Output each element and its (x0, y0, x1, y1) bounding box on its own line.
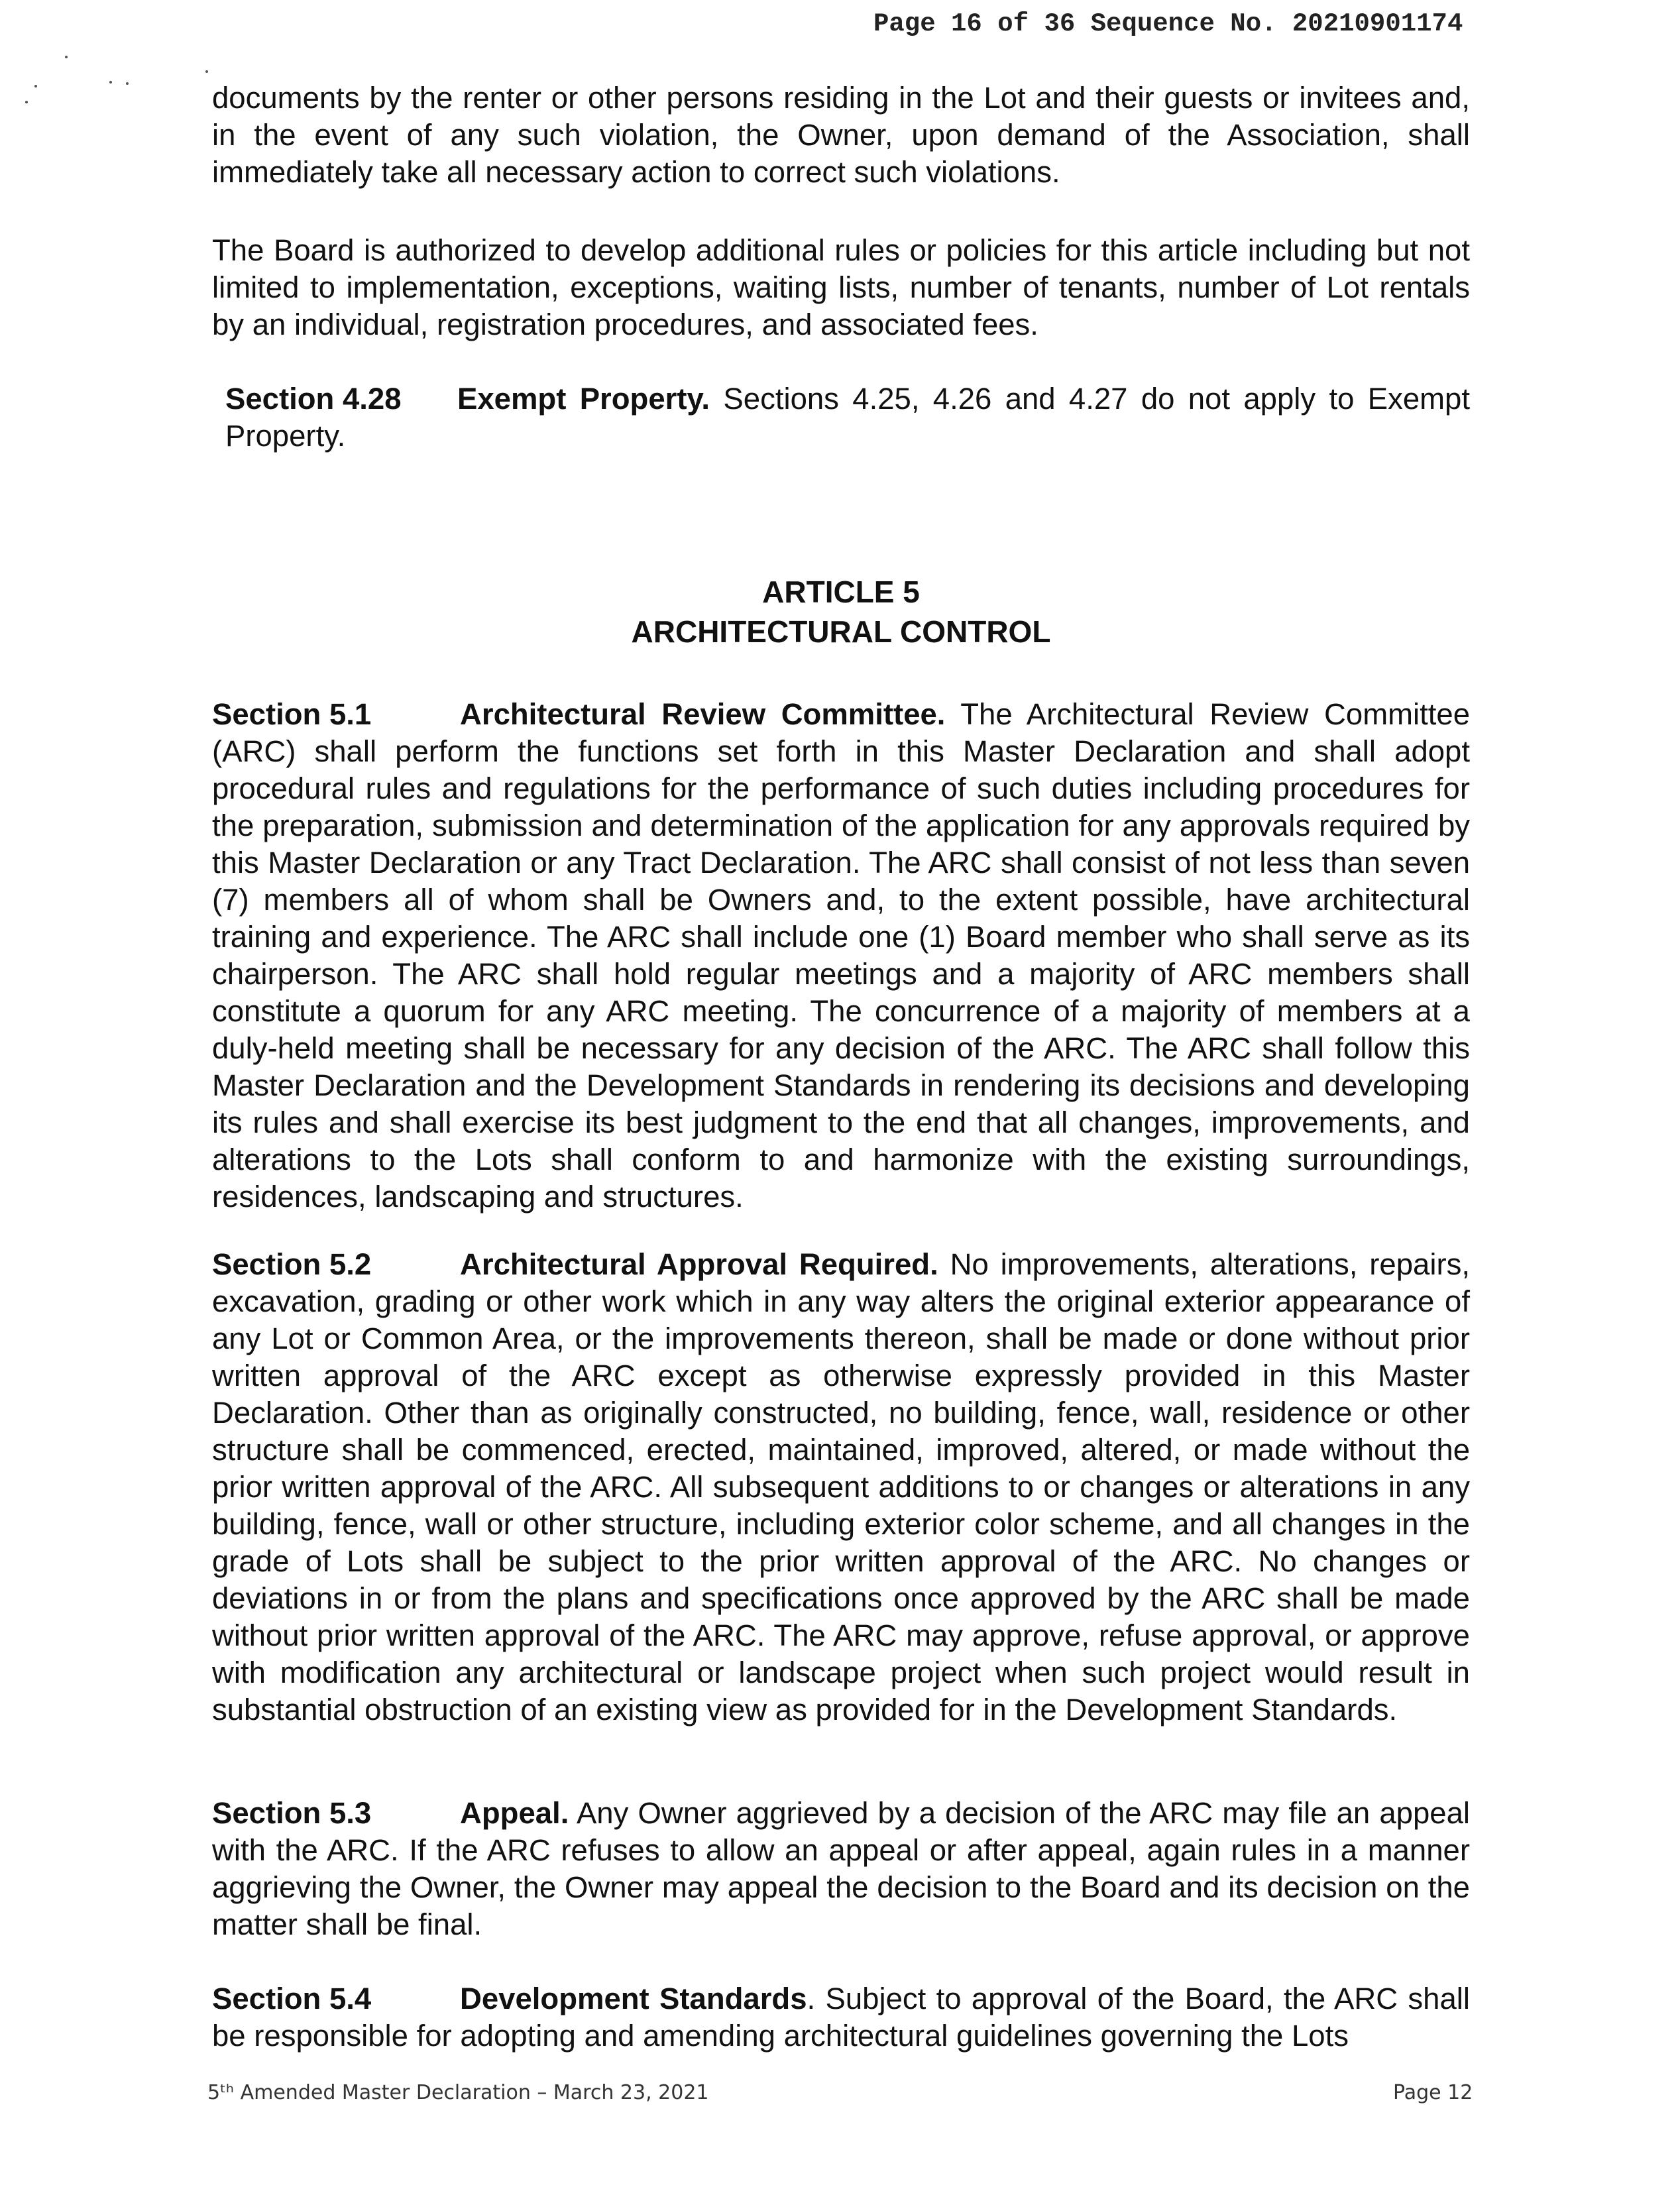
section-text: . Subject to approval of the Board, the ARC shall be responsible for adopting and amending architectural guidelines governing the Lots (212, 1982, 1471, 2053)
section-heading: Development Standards (460, 1982, 807, 2015)
section-number: Section 5.1 (212, 697, 372, 731)
section-5-1 (212, 696, 1470, 1216)
board-rules-paragraph: The Board is authorized to develop additional rules or policies for this article including but not limited to implementation, exceptions, waiting lists, number of tenants, number of Lot rentals by an individual, registration procedures, and associated fees. (212, 233, 1470, 341)
section-heading: Architectural Review Committee. (460, 697, 946, 731)
section-heading: Appeal. (460, 1796, 569, 1830)
section-text: The Architectural Review Committee (ARC) shall perform the functions set forth in this Master Declaration and shall adopt procedural rules and regulations for the performance of such duties including procedures for the preparation, submission and determination of the application for any approvals required by this Master Declaration or any Tract Declaration. The ARC shall consist of not less than seven (7) members all of whom shall be Owners and, to the extent possible, have architectural training and experience. The ARC shall include one (1) Board member who shall serve as its chairperson. The ARC shall hold regular meetings and a majority of ARC members shall constitute a quorum for any ARC meeting. The concurrence of a majority of members at a duly-held meeting shall be necessary for any decision of the ARC. The ARC shall follow this Master Declaration and the Development Standards in rendering its decisions and developing its rules and shall exercise its best judgment to the end that all changes, improvements, and alterations to the Lots shall conform to and harmonize with the existing surroundings, residences, landscaping and structures. (212, 697, 1470, 1214)
section-text: Sections 4.25, 4.26 and 4.27 do not apply to Exempt Property. (225, 382, 1470, 453)
section-5-3 (212, 1795, 1470, 1943)
section-4-28 (225, 380, 1470, 455)
section-heading: Architectural Approval Required. (460, 1247, 938, 1281)
footer-document-title: 5ᵗʰ Amended Master Declaration – March 23, 2021 (207, 2081, 709, 2104)
section-5-4 (212, 1980, 1470, 2055)
section-heading: Exempt Property. (457, 382, 710, 416)
section-number: Section 5.4 (212, 1982, 372, 2015)
section-number: Section 5.2 (212, 1247, 372, 1281)
section-number: Section 4.28 (225, 382, 402, 416)
section-number: Section 5.3 (212, 1796, 372, 1830)
article-number: ARTICLE 5 (762, 575, 920, 609)
section-5-2 (212, 1246, 1470, 1728)
article-title: ARCHITECTURAL CONTROL (631, 614, 1051, 649)
section-text: No improvements, alterations, repairs, excavation, grading or other work which in any way alters the original exterior appearance of any Lot or Common Area, or the improvements thereon, shall be made or done without prior written approval of the ARC except as otherwise expressly provided in this Master Declaration. Other than as originally constructed, no building, fence, wall, residence or other structure shall be commenced, erected, maintained, improved, altered, or made without the prior written approval of the ARC. All subsequent additions to or changes or alterations in any building, fence, wall or other structure, including exterior color scheme, and all changes in the grade of Lots shall be subject to the prior written approval of the ARC. No changes or deviations in or from the plans and specifications once approved by the ARC shall be made without prior written approval of the ARC. The ARC may approve, refuse approval, or approve with modification any architectural or landscape project when such project would result in substantial obstruction of an existing view as provided for in the Development Standards. (212, 1247, 1470, 1726)
footer-page-number: Page 12 (1393, 2081, 1473, 2104)
section-text: Any Owner aggrieved by a decision of the ARC may file an appeal with the ARC. If the ARC refuses to allow an appeal or after appeal, again rules in a manner aggrieving the Owner, the Owner may appeal the decision to the Board and its decision on the matter shall be final. (212, 1796, 1470, 1941)
continuation-paragraph: documents by the renter or other persons residing in the Lot and their guests or invitees and, in the event of any such violation, the Owner, upon demand of the Association, shall immediately take all necessary action to correct such violations. (212, 81, 1470, 189)
sequence-header: Page 16 of 36 Sequence No. 20210901174 (873, 9, 1463, 38)
